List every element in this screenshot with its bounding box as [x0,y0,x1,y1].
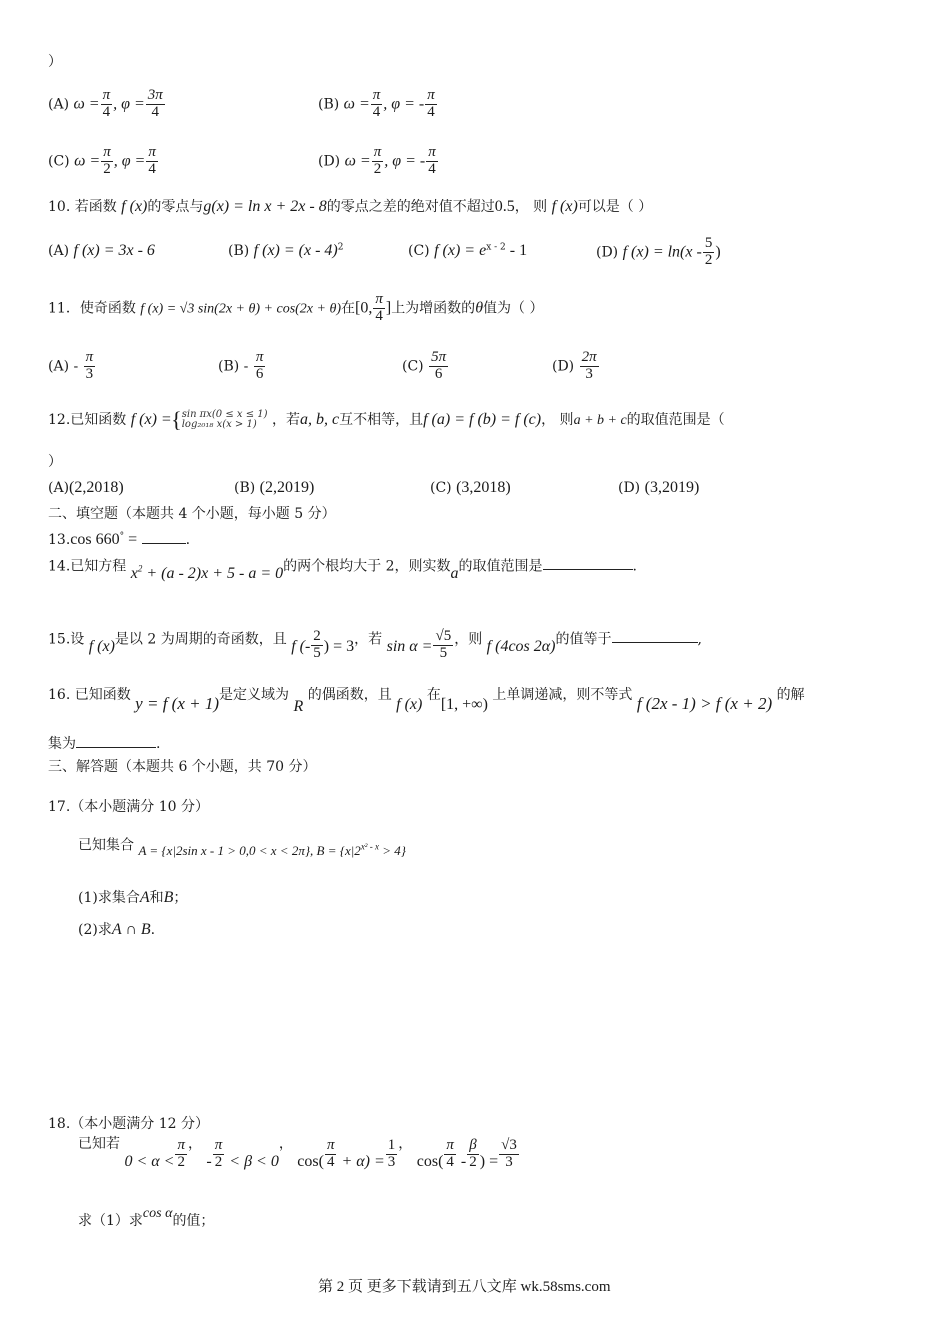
q12-option-a[interactable]: (A)(2,2018) [48,479,124,496]
q10-option-b[interactable]: (B) f (x) = (x - 4)$^2$ [228,242,344,259]
q16: 16. 已知函数 y = f (x + 1)是定义域为 R 的偶函数，且 f (x) 在[1, +∞) 上单调递减，则不等式 f (2x - 1) > f (x + 2) 的解 [48,687,805,715]
q17-part1: (1)求集合A和B； [78,889,188,906]
option-label: (C) [402,358,424,375]
q14: 14.已知方程 $x^2 + (a - 2)x + 5 - a = 0$的两个根均大于 2，则实数a的取值范围是 . [48,558,637,583]
q12-option-c[interactable]: (C) (3,2018) [430,479,511,496]
fraction: $\frac{√3}{3}$ [501,1137,517,1170]
fraction: $\frac{\pi}{2}$ [103,144,111,177]
q18-question1: 求（1）求cos α的值； [78,1206,215,1229]
q9-option-d[interactable]: (D) ω = $\frac{\pi}{2}$ , φ = - $\frac{\pi}{4}$ [318,144,436,177]
q9-option-c[interactable]: (C) ω = $\frac{\pi}{2}$ , φ = $\frac{\pi}{4}$ [48,144,156,177]
section-heading: 三、解答题（本题共 6 个小题，共 70 分） [48,759,317,775]
q10-option-c[interactable]: (C) f $(x) = e^{x - 2} - 1$ [408,242,528,259]
fraction: $\frac{\pi}{2}$ [214,1137,223,1170]
option-label: (A) [48,243,70,259]
fraction: $\frac{5}{2}$ [704,235,713,268]
option-label: (D) [318,153,341,170]
option-label: (D) [618,480,641,496]
fraction: $\frac{\pi}{4}$ [372,87,381,120]
fraction: $\frac{1}{3}$ [387,1137,396,1170]
q10-stem: 10. 若函数 f (x)的零点与g(x) = ln x + 2x - 8的零点之差的绝对值不超过0.5， 则 f (x)可以是（ ） [48,198,653,215]
fraction: $\frac{\pi}{2}$ [373,144,382,177]
piecewise-brace: { sin πx(0 ≤ x ≤ 1) log₂₀₁₈ x(x > 1) [171,407,268,432]
fraction: $\frac{\pi}{4}$ [428,144,436,177]
page-footer: 第 2 页 更多下载请到五八文库 wk.58sms.com [318,1279,611,1295]
q10-option-a[interactable]: (A) f (x) = 3x - 6 [48,242,155,259]
q17-stem: 已知集合 A = {x|2sin x - 1 > 0,0 < x < 2π}, $B = \{x|2^{x^2 - x} > 4\}$ [78,837,406,859]
option-label: (B) [234,480,256,496]
fraction: $\frac{\pi}{3}$ [85,349,94,382]
fraction: $\frac{\beta}{2}$ [469,1137,477,1170]
q9-option-b[interactable]: (B) ω = $\frac{\pi}{4}$ , φ = - $\frac{\pi}{4}$ [318,87,435,120]
q16-line2: 集为 . [48,736,161,752]
q12-option-b[interactable]: (B) (2,2019) [234,479,315,496]
option-label: (C) [408,243,430,259]
q11-stem: 11．使奇函数 f (x) = √3 sin(2x + θ) + cos(2x + θ)在[0, $\frac{\pi}{4}$ ]上为增函数的θ值为（ ） [48,291,544,324]
q17-part2: (2)求A ∩ B. [78,921,156,938]
q12-option-d[interactable]: (D) (3,2019) [618,479,700,496]
option-label: (B) [228,243,250,259]
q9-option-a[interactable]: (A) ω = $\frac{\pi}{4}$ , φ = $\frac{3\pi}{4}$ [48,87,163,120]
fraction: $\frac{\pi}{4}$ [427,87,435,120]
option-label: (B) - [218,358,249,375]
fraction: $\frac{5\pi}{6}$ [431,349,447,382]
answer-blank[interactable] [543,557,633,570]
option-label: (C) [430,480,452,496]
fraction: $\frac{3\pi}{4}$ [147,87,163,120]
option-label: (B) [318,96,340,113]
q18-heading: 18.（本小题满分 12 分） [48,1116,209,1132]
fraction: $\frac{\pi}{4}$ [375,291,383,324]
q10-option-d[interactable]: (D) f (x) = ln(x - $\frac{5}{2}$ ) [596,235,721,268]
answer-blank[interactable] [612,630,698,643]
option-label: (D) [552,358,575,375]
fraction: $\frac{\pi}{4}$ [148,144,156,177]
section-heading: 二、填空题（本题共 4 个小题，每小题 5 分） [48,506,336,522]
fraction: $\frac{\pi}{4}$ [326,1137,335,1170]
q11-option-b[interactable] [218,350,266,383]
q11-option-a[interactable] [48,350,96,383]
option-label: (A) - [48,358,79,375]
q18-stem: 已知若 0 < α < $\frac{\pi}{2}$ ， - $\frac{\pi}{2}$ < β < 0， cos( $\frac{\pi}{4}$ + α) = $\frac{1}{3}$ ， cos( $\frac{\pi}{4}$ - $\frac{\beta}{2}$ ) = $\frac{√3}{3}$ [78,1136,517,1171]
fraction: $\frac{\pi}{6}$ [255,349,264,382]
answer-blank[interactable] [76,735,156,748]
q11-option-c[interactable] [402,350,449,383]
fraction: $\frac{√5}{5}$ [435,628,452,661]
q9-closing-paren: ） [48,54,62,70]
option-label: (A) [48,480,70,496]
fraction: $\frac{\pi}{2}$ [177,1137,185,1170]
fraction: $\frac{2\pi}{3}$ [581,349,597,382]
q17-heading: 17.（本小题满分 10 分） [48,799,209,815]
q13: 13.cos 660° = . [48,531,191,548]
option-label: (D) [596,244,619,261]
fraction: $\frac{2}{5}$ [313,628,321,661]
q15: 15.设 f (x)是以 2 为周期的奇函数，且 f (- $\frac{2}{5}$ ) = 3，若 sin α = $\frac{√5}{5}$ ，则 f (4cos 2α)的值等于 , [48,628,702,661]
q12-stem: 12.已知函数 f (x) = { sin πx(0 ≤ x ≤ 1) log₂₀₁₈ x(x > 1) ，若a, b, c互不相等，且f (a) = f (b) = f (c)， 则a + b + c的取值范围是（ [48,407,725,432]
q11-option-d[interactable] [552,350,600,383]
fraction: $\frac{\pi}{4}$ [446,1137,454,1170]
q12-closing-paren: ） [48,454,62,470]
answer-blank[interactable] [142,531,186,544]
fraction: $\frac{\pi}{4}$ [102,87,111,120]
option-label: (C) [48,153,70,170]
option-label: (A) [48,96,70,113]
